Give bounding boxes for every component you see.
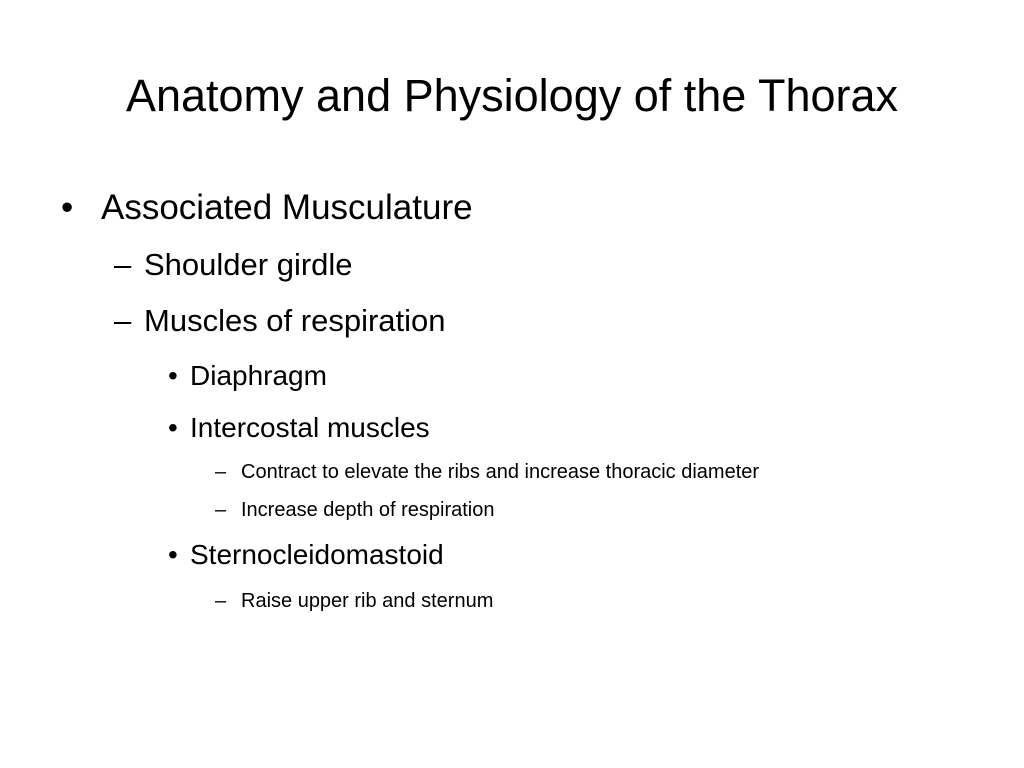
bullet-item: [168, 410, 430, 446]
dash-marker: –: [215, 461, 227, 483]
bullet-item: [168, 358, 327, 394]
bullet-marker: •: [61, 188, 74, 227]
bullet-item: [215, 458, 760, 486]
dash-marker: –: [114, 303, 132, 338]
bullet-text: Diaphragm: [190, 360, 327, 391]
bullet-text: Intercostal muscles: [190, 412, 430, 443]
bullet-item: [114, 301, 446, 341]
bullet-item: [114, 245, 353, 285]
bullet-item: [61, 186, 473, 230]
dash-marker: –: [215, 590, 227, 612]
dash-marker: –: [114, 247, 132, 282]
bullet-text: Muscles of respiration: [144, 303, 446, 338]
bullet-text: Shoulder girdle: [144, 247, 353, 282]
bullet-marker: •: [168, 360, 178, 391]
bullet-text: Associated Musculature: [101, 188, 473, 227]
bullet-text: Increase depth of respiration: [241, 499, 495, 521]
bullet-marker: •: [168, 539, 178, 570]
slide-title: Anatomy and Physiology of the Thorax: [125, 70, 899, 121]
bullet-text: Sternocleidomastoid: [190, 539, 444, 570]
bullet-text: Raise upper rib and sternum: [241, 590, 494, 612]
dash-marker: –: [215, 499, 227, 521]
bullet-marker: •: [168, 412, 178, 443]
bullet-item: [215, 587, 494, 615]
bullet-text: Contract to elevate the ribs and increase thoracic diameter: [241, 461, 760, 483]
bullet-item: [168, 537, 444, 573]
bullet-item: [215, 496, 495, 524]
